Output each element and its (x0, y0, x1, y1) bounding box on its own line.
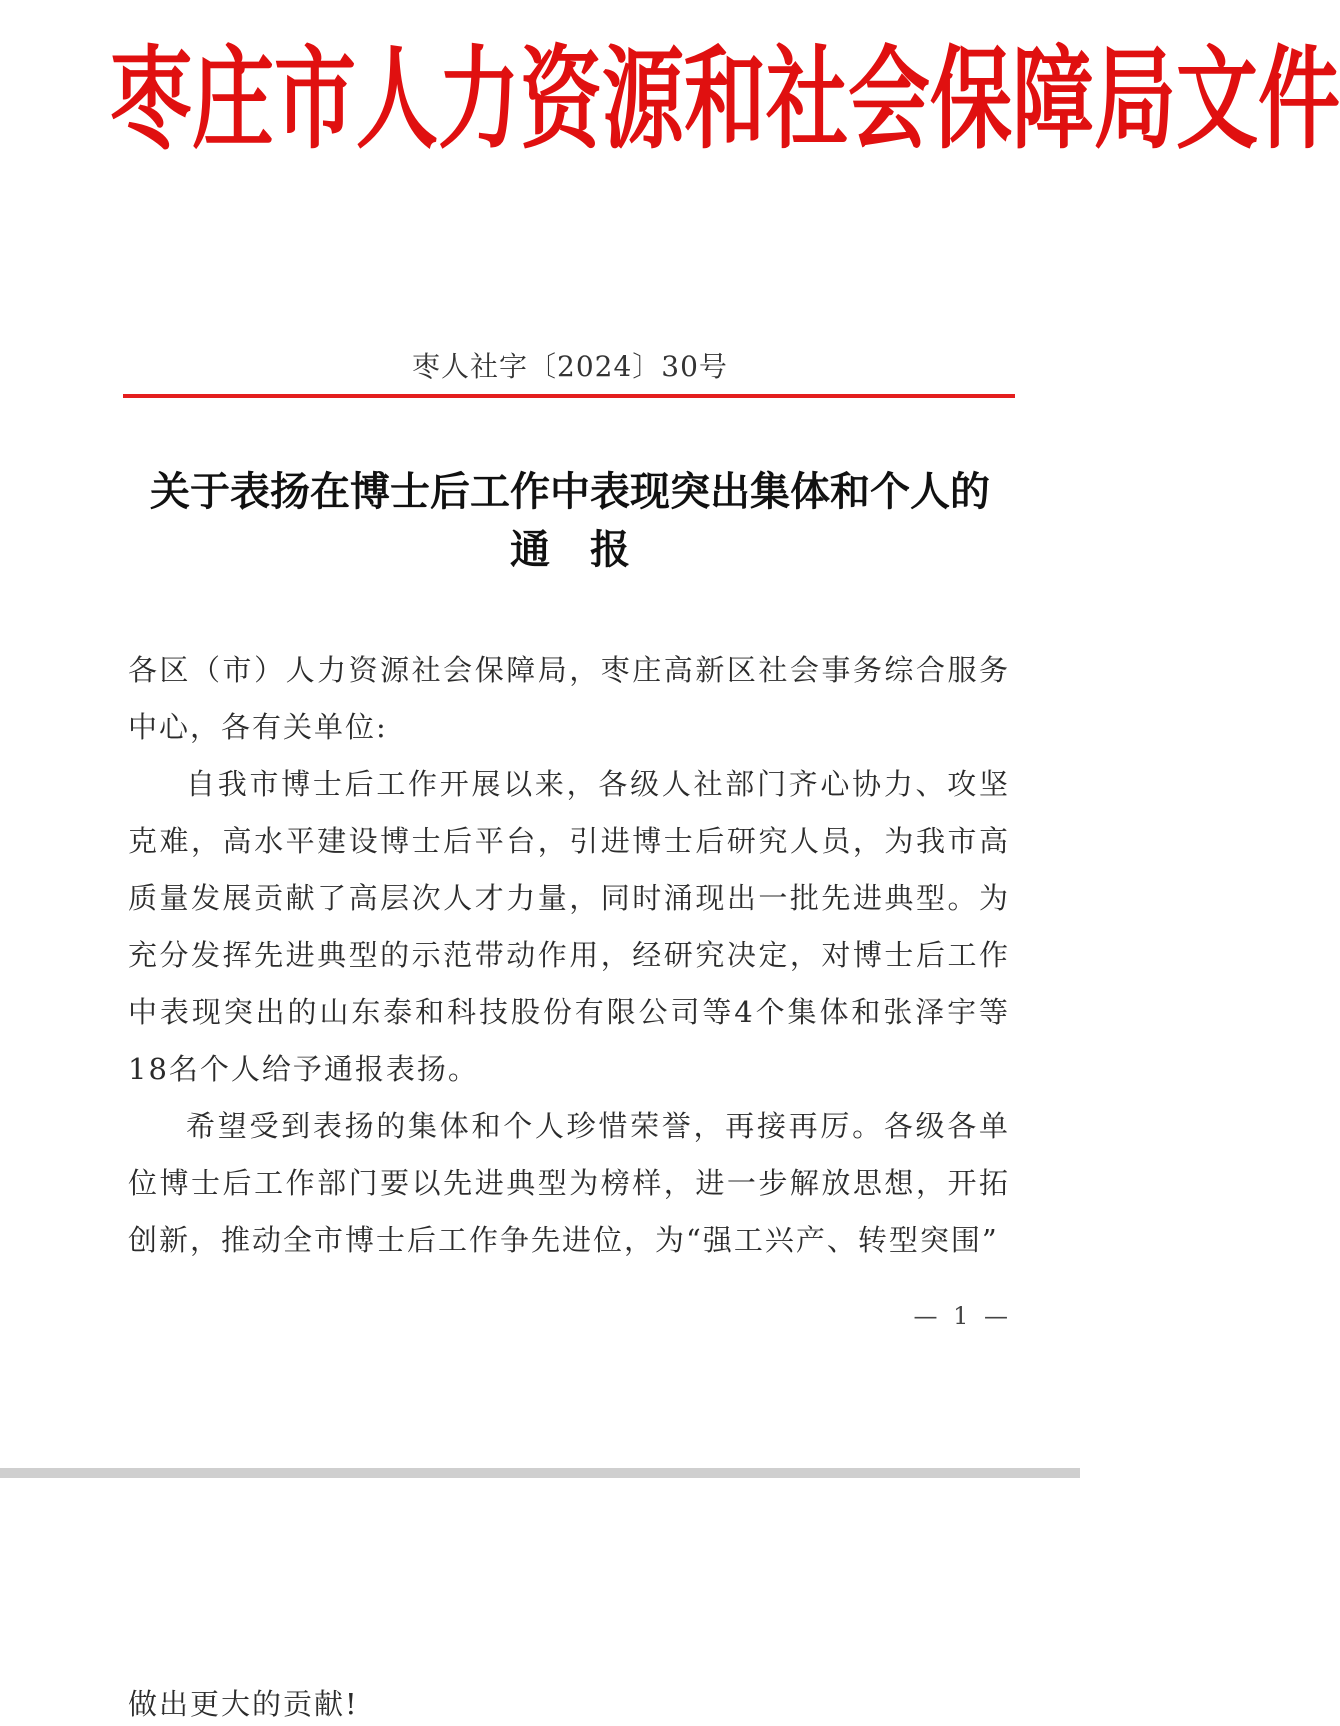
document-number: 枣人社字〔2024〕30号 (412, 350, 728, 383)
red-masthead: 枣庄市人力资源和社会保障局文件 (110, 36, 1340, 165)
title-line-1: 关于表扬在博士后工作中表现突出集体和个人的 (150, 469, 990, 515)
document-body (128, 642, 1010, 1269)
page-number: — 1 — (913, 1302, 1012, 1330)
addressee: 各区（市）人力资源社会保障局，枣庄高新区社会事务综合服务中心，各有关单位: (128, 653, 1010, 744)
title-line-2: 通报 (510, 527, 670, 573)
paragraph-1: 自我市博士后工作开展以来，各级人社部门齐心协力、攻坚克难，高水平建设博士后平台，引进博士后研究人员，为我市高质量发展贡献了高层次人才力量，同时涌现出一批先进典型。为充分发挥先进典型的示范带动作用，经研究决定，对博士后工作中表现突出的山东泰和科技股份有限公司等4个集体和张泽宇等18名个人给予通报表扬。 (128, 767, 1010, 1086)
page-separator (0, 1468, 1080, 1478)
document-title (120, 463, 1020, 579)
closing-sentence: 做出更大的贡献! (128, 1687, 359, 1721)
paragraph-2: 希望受到表扬的集体和个人珍惜荣誉，再接再厉。各级各单位博士后工作部门要以先进典型为榜样，进一步解放思想，开拓创新，推动全市博士后工作争先进位，为“强工兴产、转型突围” (128, 1109, 1010, 1257)
red-divider-line (123, 394, 1015, 398)
